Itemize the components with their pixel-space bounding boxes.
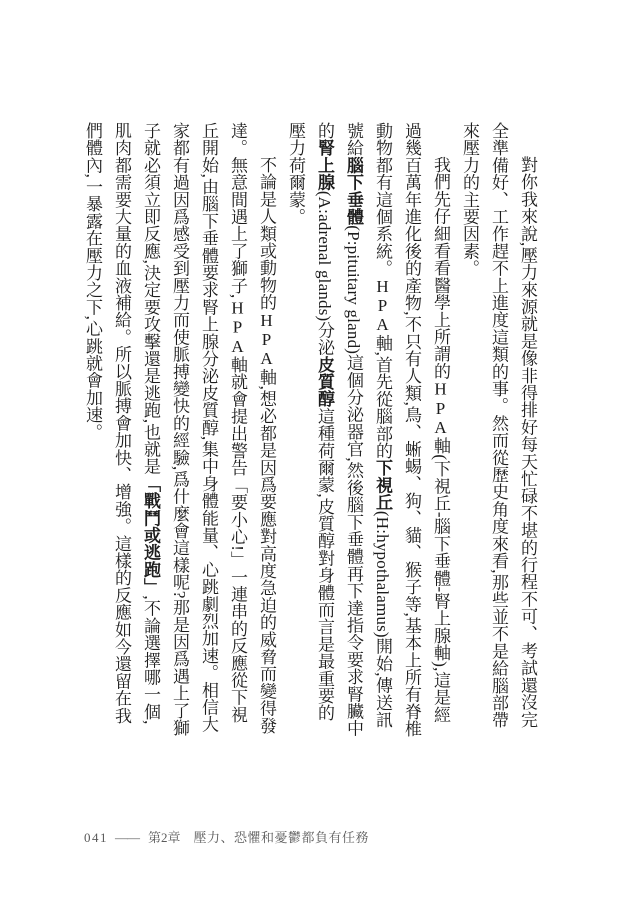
text-segment: 軸(下視丘-腦下垂體-腎上腺軸),這是經過幾百萬年進化後的產物,不只有人類,鳥、蜥蜴、狗、貓、猴子等,基本上所有脊椎動物都有這個系統。	[373, 122, 450, 738]
text-segment: 對你我來說,壓力來源就是像非得排好每天忙碌不堪的行程不可、考試還沒完全準備好、工作趕不上進度這類的事。然而從歷史角度來看,那些並不是給腦部帶來壓力的主要因素。	[460, 122, 537, 729]
text-segment-bold: 腦下垂體	[344, 156, 363, 226]
text-segment-bold: 腎上腺	[315, 139, 334, 191]
text-segment: 軸,想必都是因爲要應對高度急迫的威脅而變得發達。無意間遇上了獅子,	[228, 122, 276, 735]
text-segment-bold: 「戰鬥或逃跑」	[141, 474, 160, 596]
paragraph	[455, 122, 542, 738]
text-segment: 我們先仔細看看醫學上所謂的	[431, 156, 450, 380]
chapter-title: 壓力、恐懼和憂鬱都負有任務	[193, 830, 370, 845]
text-segment-upright: HPA	[431, 379, 450, 438]
page-number: 041	[84, 830, 108, 845]
chapter-label: 第2章	[148, 830, 181, 845]
text-segment: (H:hypothalamus)開始,傳送訊號給	[344, 122, 392, 729]
text-segment: 軸就會提出警告「要小心!」一連串的反應從下視丘開始,由腦下垂體要求腎上腺分泌皮質醇,集中身體能量、心跳劇烈加速。相信大家都有過因爲感受到壓力而使脈搏變快的經驗,爲什麼會這樣呢?那是因爲遇上了獅子就必須立即反應,決定要攻擊還是逃跑,也就是	[141, 122, 247, 737]
paragraph	[281, 122, 455, 738]
text-segment: 軸,首先從腦部的	[373, 334, 392, 460]
text-block	[78, 122, 542, 738]
text-segment-upright: HPA	[228, 298, 247, 357]
text-segment: (A:adrenal glands)分泌	[315, 190, 334, 356]
paragraph	[78, 122, 281, 738]
text-segment: 這種荷爾蒙,皮質醇對身體而言是最重要的壓力荷爾蒙。	[286, 122, 334, 722]
text-segment: (P:pituitary gland)這個分泌器官,然後腦下垂體再下達指令要求腎臟中的	[315, 122, 363, 737]
text-segment-bold: 皮質醇	[315, 355, 334, 408]
footer-separator: ——	[115, 830, 139, 845]
text-segment-bold: 下視丘	[373, 459, 392, 511]
text-segment-upright: HPA	[373, 276, 392, 335]
text-segment: ,不論選擇哪一個,肌肉都需要大量的血液補給。所以脈搏會加快、增強。這樣的反應如今還留在我們體內,一暴露在壓力之下,心跳就會加速。	[83, 122, 160, 725]
text-segment: 不論是人類或動物的	[257, 156, 276, 311]
page-footer	[84, 827, 369, 846]
text-segment-upright: HPA	[257, 310, 276, 369]
